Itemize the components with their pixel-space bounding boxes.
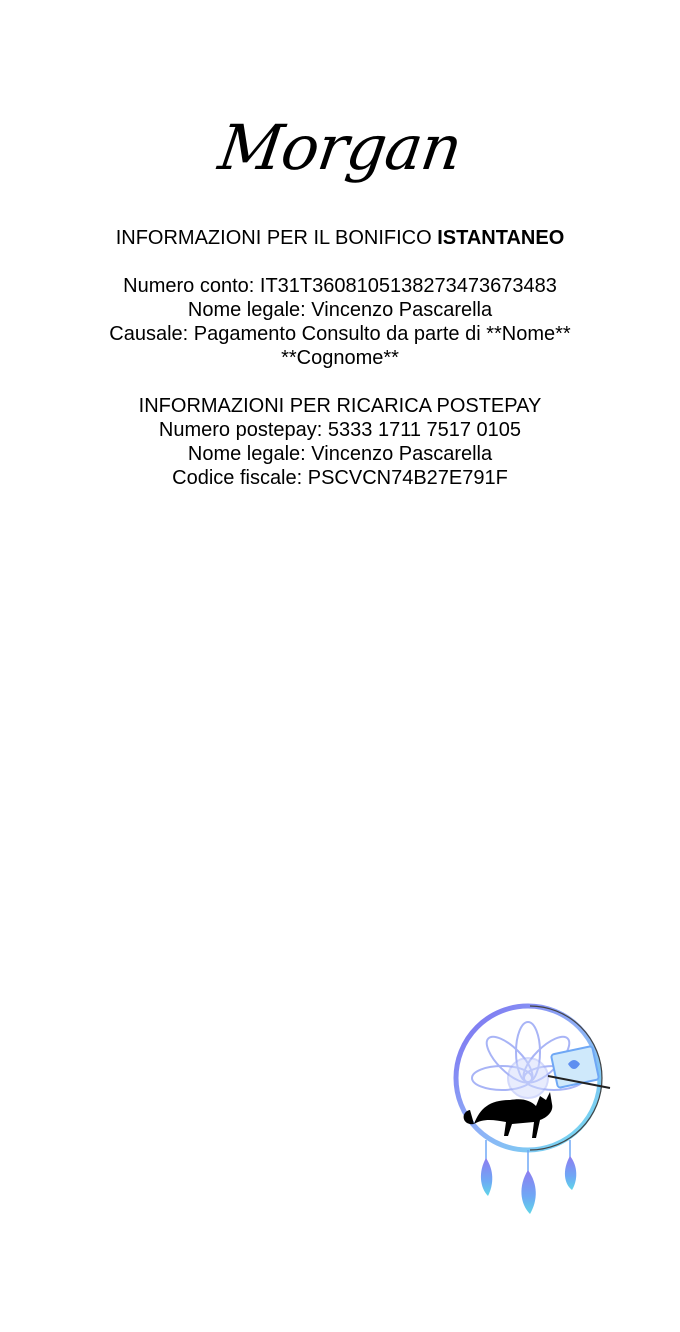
postepay-legal-name: Nome legale: Vincenzo Pascarella	[187, 443, 493, 465]
spacer	[40, 370, 640, 394]
causale-line-2: **Cognome**	[281, 347, 399, 369]
postepay-card-number: Numero postepay: 5333 1711 7517 0105	[158, 419, 522, 441]
fiscal-code: Codice fiscale: PSCVCN74B27E791F	[172, 467, 508, 489]
postepay-heading: INFORMAZIONI PER RICARICA POSTEPAY	[138, 395, 542, 417]
causale-line-1: Causale: Pagamento Consulto da parte di **Nome**	[109, 323, 571, 345]
feather-left	[481, 1158, 492, 1196]
payment-instructions	[40, 226, 640, 490]
bonifico-heading	[40, 226, 640, 250]
bonifico-legal-name: Nome legale: Vincenzo Pascarella	[187, 299, 493, 321]
spacer	[40, 250, 640, 274]
feather-right	[565, 1156, 576, 1190]
feather-center	[521, 1170, 535, 1214]
account-number: Numero conto: IT31T3608105138273473673483	[123, 275, 557, 297]
bonifico-heading-prefix: INFORMAZIONI PER IL BONIFICO	[115, 227, 432, 249]
brand-logo: Morgan	[214, 111, 466, 184]
dreamcatcher-cat-moon-logo-icon	[450, 1000, 620, 1220]
bonifico-heading-emphasis: ISTANTANEO	[437, 227, 565, 249]
